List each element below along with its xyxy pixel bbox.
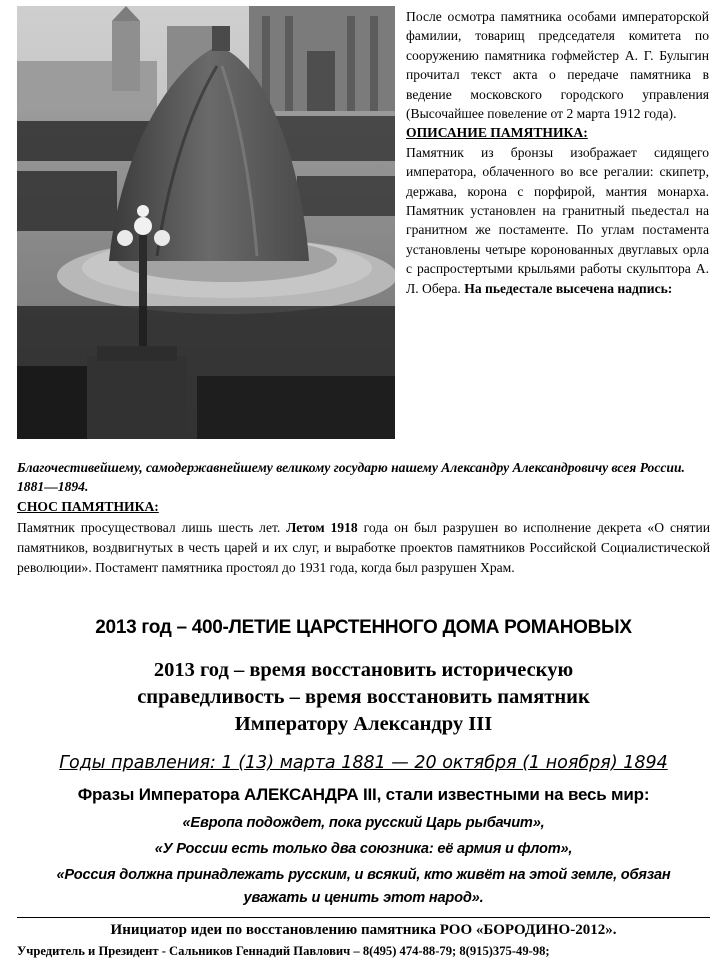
restore-line-3: Императору Александру III bbox=[234, 713, 493, 735]
founder-contacts: Учредитель и Президент - Сальников Геннадий Павлович – 8(495) 474-88-79; 8(915)375-49-98; bbox=[17, 944, 550, 958]
reign-years: Годы правления: 1 (13) марта 1881 — 20 октября (1 ноября) 1894 bbox=[59, 753, 668, 773]
demolition-heading: СНОС ПАМЯТНИКА: bbox=[17, 499, 159, 514]
initiator-line: Инициатор идеи по восстановлению памятника РОО «БОРОДИНО-2012». bbox=[110, 922, 617, 938]
quote-russia-end: ». bbox=[471, 890, 484, 906]
quote-europe: «Европа подождет, пока русский Царь рыбачит», bbox=[182, 815, 545, 831]
inscription-lead: На пьедестале высечена надпись: bbox=[464, 280, 673, 296]
footer-divider bbox=[17, 917, 710, 918]
right-column-text bbox=[406, 7, 709, 298]
quote-russia bbox=[0, 864, 727, 910]
photo-illustration bbox=[17, 6, 395, 439]
demolition-text-after: года он был разрушен во исполнение декрета «О снятии памятников, воздвигнутых в честь царей и их слуг, и выработке проектов памятников Российской Социалистической революции». Постамент памятника простоял до 1931 года, когда был разрушен Храм. bbox=[17, 520, 710, 575]
restore-line-2: справедливость – время восстановить памятник bbox=[137, 686, 590, 708]
restore-appeal bbox=[0, 657, 727, 738]
description-paragraph bbox=[406, 143, 709, 298]
phrases-heading: Фразы Императора АЛЕКСАНДРА III, стали известными на весь мир: bbox=[77, 785, 650, 804]
anniversary-banner: 2013 год – 400-ЛЕТИЕ ЦАРСТЕННОГО ДОМА РОМАНОВЫХ bbox=[95, 617, 632, 638]
description-heading: ОПИСАНИЕ ПАМЯТНИКА: bbox=[406, 125, 588, 141]
quote-russia-line-2-text: уважать и ценить этот народ bbox=[243, 890, 472, 906]
quote-allies: «У России есть только два союзника: её армия и флот», bbox=[154, 841, 573, 857]
description-text: Памятник из бронзы изображает сидящего императора, облаченного во все регалии: скипетр, держава, корона с порфирой, мантия монарха. Памятник установлен на гранитный пьедестал на гранитном же постаменте. По углам постамента установлены четыре коронованных двуглавых орла с распростертыми крыльями работы скульптора А. Л. Обера. bbox=[406, 144, 709, 296]
demolition-paragraph bbox=[17, 518, 710, 578]
quote-russia-line-1: «Россия должна принадлежать русским, и всякий, кто живёт на этой земле, обязан bbox=[56, 867, 671, 883]
quote-russia-line-2 bbox=[0, 887, 727, 910]
demolition-text-bold: Летом 1918 bbox=[286, 520, 358, 535]
demolition-text-before: Памятник просуществовал лишь шесть лет. bbox=[17, 520, 287, 535]
restore-line-1: 2013 год – время восстановить историческую bbox=[153, 659, 574, 681]
inscription-text: Благочестивейшему, самодержавнейшему великому государю нашему Александру Александровичу всея России. 1881—1894. bbox=[17, 460, 685, 494]
monument-unveiling-photo bbox=[17, 6, 395, 439]
ceremony-paragraph: После осмотра памятника особами императорской фамилии, товарищ председателя комитета по сооружению памятника гофмейстер А. Г. Булыгин прочитал текст акта о передаче памятника в ведение московского городского управления (Высочайшее повеление от 2 марта 1912 года). bbox=[406, 9, 709, 122]
